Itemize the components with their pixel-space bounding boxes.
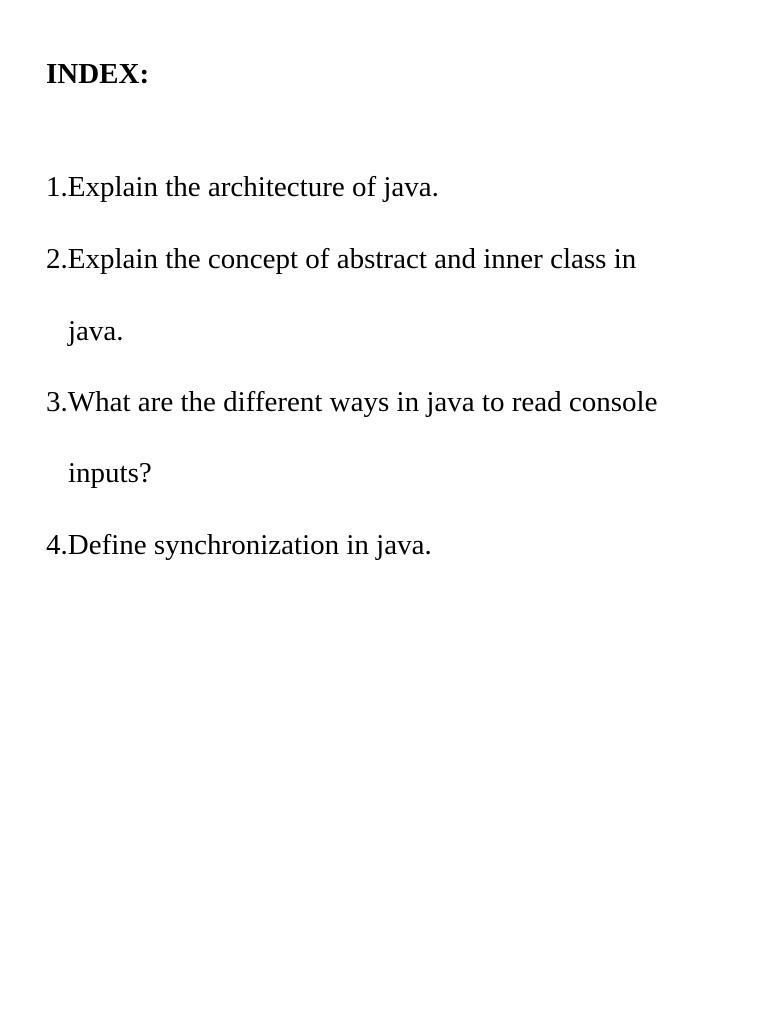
index-item-3-continuation: inputs? — [68, 457, 152, 489]
item-text: Explain the concept of abstract and inner class in — [67, 243, 637, 275]
item-number: 2. — [46, 243, 68, 275]
index-item-2 — [46, 239, 636, 279]
item-text: What are the different ways in java to read console — [67, 386, 658, 418]
item-number: 1. — [46, 171, 68, 203]
index-item-2-continuation: java. — [68, 315, 124, 347]
item-number: 4. — [46, 529, 68, 561]
item-text: Explain the architecture of java. — [67, 171, 439, 203]
item-text: Define synchronization in java. — [67, 529, 432, 561]
index-item-1 — [46, 167, 439, 207]
index-heading: INDEX: — [46, 58, 150, 90]
item-number: 3. — [46, 386, 68, 418]
index-item-4 — [46, 525, 432, 565]
index-item-3 — [46, 382, 657, 422]
